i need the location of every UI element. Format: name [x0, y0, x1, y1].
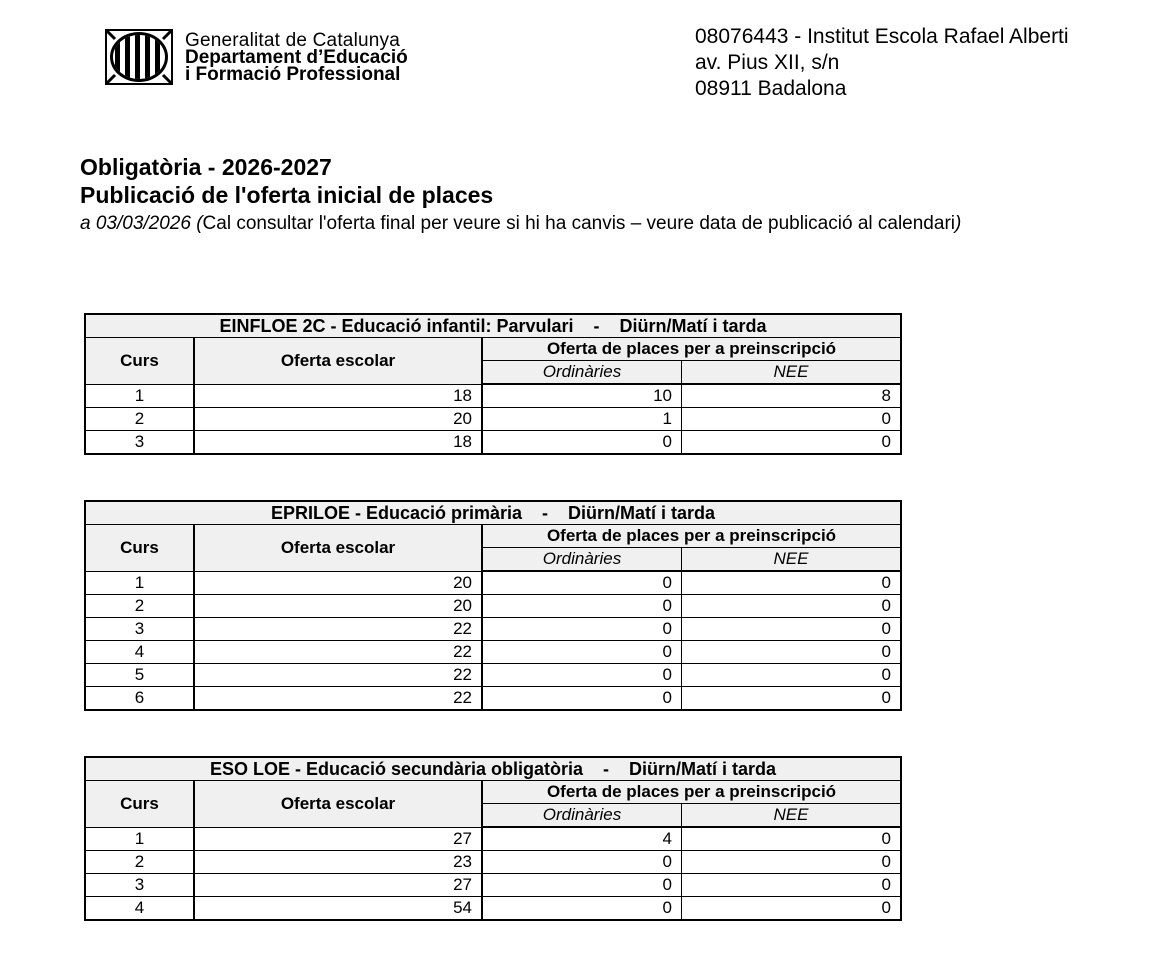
cell-nee: 0: [682, 851, 902, 874]
cell-nee: 0: [682, 687, 902, 711]
catalan-emblem-icon: [105, 29, 173, 85]
cell-curs: 3: [85, 874, 194, 897]
cell-oferta-escolar: 22: [194, 641, 482, 664]
table-caption: ESO LOE - Educació secundària obligatòria - Diürn/Matí i tarda: [85, 757, 901, 781]
col-header-oferta-escolar: Oferta escolar: [194, 525, 482, 572]
cell-curs: 1: [85, 384, 194, 408]
table-row: [85, 874, 901, 897]
cell-ordinaries: 0: [482, 641, 682, 664]
col-header-curs: Curs: [85, 781, 194, 828]
cell-nee: 0: [682, 897, 902, 921]
cell-curs: 4: [85, 897, 194, 921]
logo-line-3: i Formació Professional: [185, 63, 401, 85]
note-suffix: ): [955, 213, 962, 234]
cell-oferta-escolar: 23: [194, 851, 482, 874]
school-address: av. Pius XII, s/n: [695, 51, 840, 74]
table-row: [85, 431, 901, 455]
col-header-curs: Curs: [85, 525, 194, 572]
cell-oferta-escolar: 20: [194, 408, 482, 431]
cell-ordinaries: 0: [482, 571, 682, 595]
cell-curs: 5: [85, 664, 194, 687]
table-row: [85, 571, 901, 595]
table-row: [85, 641, 901, 664]
cell-curs: 1: [85, 571, 194, 595]
cell-nee: 0: [682, 827, 902, 851]
col-header-ordinaries: Ordinàries: [482, 804, 682, 828]
cell-nee: 0: [682, 595, 902, 618]
publication-note: [80, 209, 961, 239]
cell-ordinaries: 4: [482, 827, 682, 851]
cell-ordinaries: 0: [482, 664, 682, 687]
cell-curs: 3: [85, 618, 194, 641]
logo-line-1: Generalitat de Catalunya: [185, 29, 400, 51]
col-header-nee: NEE: [682, 804, 902, 828]
logo-line-2: Departament d’Educació: [185, 46, 408, 68]
cell-oferta-escolar: 27: [194, 874, 482, 897]
generalitat-logo: [105, 29, 408, 85]
cell-curs: 1: [85, 827, 194, 851]
cell-nee: 0: [682, 431, 902, 455]
table-row: [85, 851, 901, 874]
col-header-oferta-places: Oferta de places per a preinscripció: [482, 525, 901, 548]
cell-nee: 0: [682, 874, 902, 897]
cell-curs: 2: [85, 408, 194, 431]
cell-nee: 0: [682, 641, 902, 664]
col-header-oferta-places: Oferta de places per a preinscripció: [482, 781, 901, 804]
cell-ordinaries: 0: [482, 618, 682, 641]
offer-table: [84, 756, 902, 921]
table-row: [85, 408, 901, 431]
cell-oferta-escolar: 54: [194, 897, 482, 921]
cell-nee: 8: [682, 384, 902, 408]
cell-oferta-escolar: 22: [194, 618, 482, 641]
cell-ordinaries: 1: [482, 408, 682, 431]
table-caption: EINFLOE 2C - Educació infantil: Parvulari - Diürn/Matí i tarda: [85, 314, 901, 338]
col-header-nee: NEE: [682, 361, 902, 385]
cell-oferta-escolar: 27: [194, 827, 482, 851]
school-info: [695, 24, 1069, 102]
page-subtitle: Publicació de l'oferta inicial de places: [80, 182, 494, 208]
cell-ordinaries: 0: [482, 595, 682, 618]
cell-curs: 6: [85, 687, 194, 711]
cell-ordinaries: 0: [482, 431, 682, 455]
col-header-oferta-escolar: Oferta escolar: [194, 338, 482, 385]
cell-oferta-escolar: 22: [194, 664, 482, 687]
cell-ordinaries: 0: [482, 851, 682, 874]
cell-curs: 4: [85, 641, 194, 664]
school-code-name: 08076443 - Institut Escola Rafael Alberti: [695, 25, 1069, 48]
cell-curs: 2: [85, 595, 194, 618]
cell-ordinaries: 0: [482, 897, 682, 921]
cell-ordinaries: 10: [482, 384, 682, 408]
cell-ordinaries: 0: [482, 687, 682, 711]
cell-curs: 2: [85, 851, 194, 874]
cell-nee: 0: [682, 571, 902, 595]
col-header-nee: NEE: [682, 548, 902, 572]
cell-curs: 3: [85, 431, 194, 455]
table-row: [85, 664, 901, 687]
table-row: [85, 897, 901, 921]
col-header-oferta-places: Oferta de places per a preinscripció: [482, 338, 901, 361]
col-header-ordinaries: Ordinàries: [482, 548, 682, 572]
cell-oferta-escolar: 20: [194, 571, 482, 595]
cell-nee: 0: [682, 664, 902, 687]
publication-date: a 03/03/2026 (: [80, 213, 203, 234]
table-row: [85, 595, 901, 618]
cell-oferta-escolar: 22: [194, 687, 482, 711]
table-row: [85, 827, 901, 851]
cell-nee: 0: [682, 408, 902, 431]
page-title: Obligatòria - 2026-2027: [80, 154, 332, 180]
offer-table: [84, 500, 902, 711]
table-row: [85, 384, 901, 408]
cell-nee: 0: [682, 618, 902, 641]
table-caption: EPRILOE - Educació primària - Diürn/Matí i tarda: [85, 501, 901, 525]
cell-oferta-escolar: 20: [194, 595, 482, 618]
col-header-curs: Curs: [85, 338, 194, 385]
table-row: [85, 618, 901, 641]
col-header-oferta-escolar: Oferta escolar: [194, 781, 482, 828]
school-city: 08911 Badalona: [695, 77, 847, 100]
cell-oferta-escolar: 18: [194, 431, 482, 455]
note-text: Cal consultar l'oferta final per veure si hi ha canvis – veure data de publicació al calendari: [202, 213, 955, 234]
col-header-ordinaries: Ordinàries: [482, 361, 682, 385]
cell-ordinaries: 0: [482, 874, 682, 897]
offer-table: [84, 313, 902, 455]
table-row: [85, 687, 901, 711]
page-titles: [80, 153, 961, 239]
cell-oferta-escolar: 18: [194, 384, 482, 408]
